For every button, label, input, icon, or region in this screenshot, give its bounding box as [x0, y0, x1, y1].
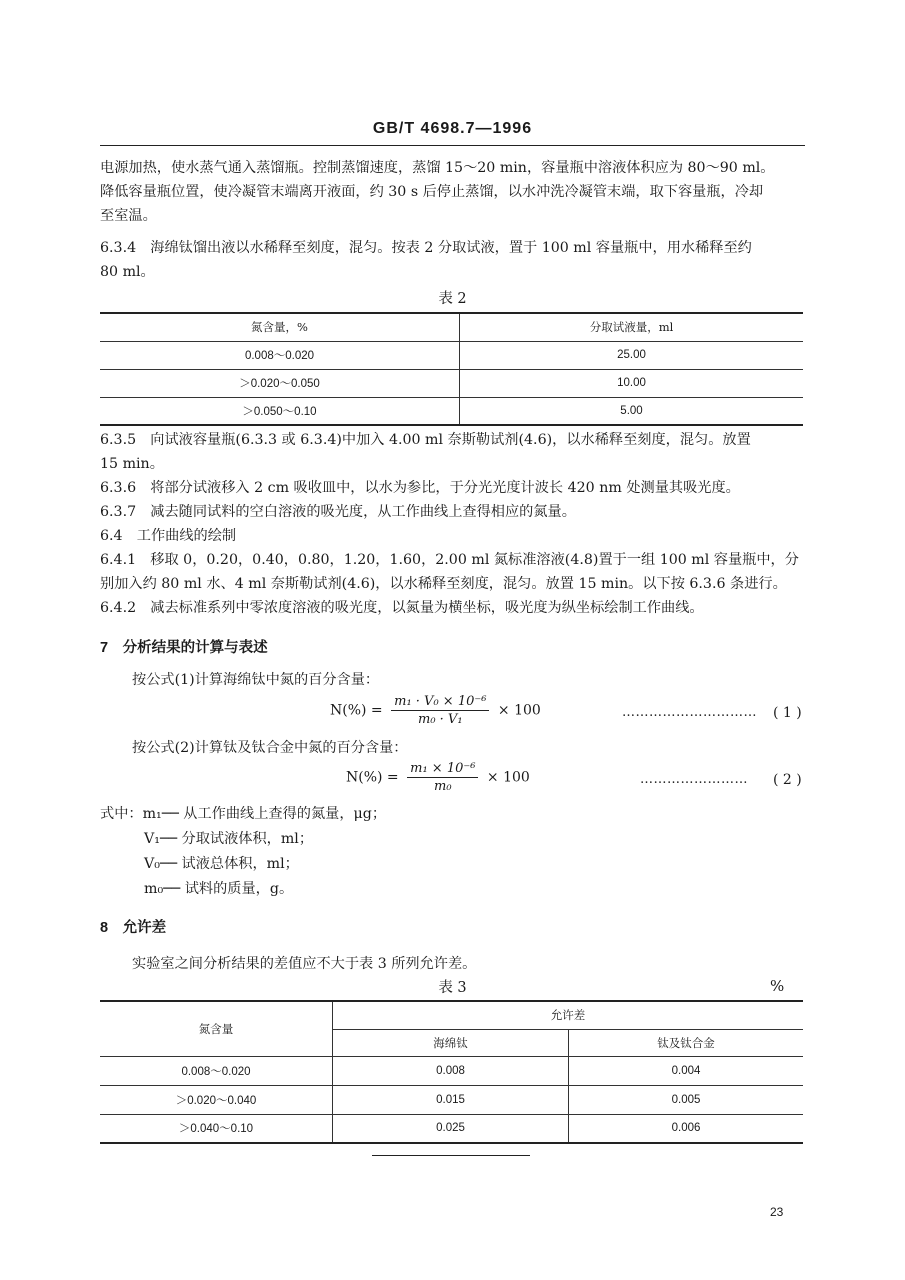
formula-1 [330, 694, 541, 727]
section-8-intro: 实验室之间分析结果的差值应不大于表 3 所列允许差。 [132, 956, 477, 972]
table-header-cell: 氮含量，% [100, 313, 460, 341]
table-cell: 0.005 [569, 1085, 804, 1114]
table-cell: 0.025 [333, 1114, 569, 1143]
variable-definition: V₀── 试液总体积，ml； [144, 856, 299, 872]
table-row [100, 1085, 803, 1114]
formula1-intro: 按公式(1)计算海绵钛中氮的百分含量： [132, 672, 380, 688]
text-line: 至室温。 [100, 208, 157, 224]
end-rule [372, 1155, 530, 1156]
text-line: 6.3.5 向试液容量瓶(6.3.3 或 6.3.4)中加入 4.00 ml 奈斯勒试剂(4.6)，以水稀释至刻度，混匀。放置 [100, 432, 751, 448]
formula-lhs: N(%) = [330, 702, 383, 719]
table-header-cell: 分取试液量，ml [460, 313, 804, 341]
formula-1-number: ( 1 ) [773, 705, 802, 721]
table-row [100, 369, 803, 397]
formula-numerator: m₁ · V₀ × 10⁻⁶ [391, 694, 489, 711]
text-line: 6.3.4 海绵钛馏出液以水稀释至刻度，混匀。按表 2 分取试液，置于 100 ml 容量瓶中，用水稀释至约 [100, 240, 752, 256]
table-header-cell: 氮含量 [100, 1001, 333, 1056]
clause-6-4-1 [100, 548, 799, 596]
clause-6-3-7: 6.3.7 减去随同试料的空白溶液的吸光度，从工作曲线上查得相应的氮量。 [100, 504, 576, 520]
standard-code-header: GB/T 4698.7—1996 [372, 120, 533, 137]
section-7-title: 7 分析结果的计算与表述 [100, 640, 268, 656]
text-line: 80 ml。 [100, 264, 155, 280]
formula-fraction [407, 761, 478, 794]
table-cell: 0.004 [569, 1056, 804, 1085]
section-8-title: 8 允许差 [100, 920, 167, 936]
table-cell: 25.00 [460, 341, 804, 369]
table-cell: 5.00 [460, 397, 804, 425]
formula-1-leader: ………………………… [622, 705, 757, 720]
text-line: 15 min。 [100, 456, 164, 472]
paragraph-distillation [100, 156, 775, 228]
table-2 [100, 312, 803, 426]
variable-definition: V₁── 分取试液体积，ml； [144, 831, 314, 847]
header-rule [100, 145, 805, 146]
table3-unit: % [770, 977, 785, 995]
clause-6-3-6: 6.3.6 将部分试液移入 2 cm 吸收皿中，以水为参比，于分光光度计波长 420 nm 处测量其吸光度。 [100, 480, 740, 496]
text-line: 降低容量瓶位置，使冷凝管末端离开液面，约 30 s 后停止蒸馏，以水冲洗冷凝管末端，取下容量瓶，冷却 [100, 184, 764, 200]
formula-rhs: × 100 [486, 769, 530, 786]
formula-numerator: m₁ × 10⁻⁶ [407, 761, 478, 778]
formula-rhs: × 100 [497, 702, 541, 719]
clause-6-3-5 [100, 428, 751, 476]
table-cell: ＞0.020～0.050 [100, 369, 460, 397]
formula-lhs: N(%) = [346, 769, 399, 786]
formula-2-number: ( 2 ) [773, 772, 802, 788]
table-header-group: 允许差 [333, 1001, 804, 1029]
variable-definition: m₀── 试料的质量，g。 [144, 881, 294, 897]
table-cell: 10.00 [460, 369, 804, 397]
formula2-intro: 按公式(2)计算钛及钛合金中氮的百分含量： [132, 740, 408, 756]
table-cell: 0.015 [333, 1085, 569, 1114]
formula-2 [346, 761, 530, 794]
clause-6-3-4 [100, 236, 752, 284]
table-header-cell: 海绵钛 [333, 1029, 569, 1056]
table-cell: ＞0.040～0.10 [100, 1114, 333, 1143]
table-header-row [100, 313, 803, 341]
table-cell: ＞0.050～0.10 [100, 397, 460, 425]
table2-caption: 表 2 [438, 291, 467, 307]
formula-denominator: m₀ [434, 779, 452, 794]
table-cell: 0.008 [333, 1056, 569, 1085]
table-cell: 0.006 [569, 1114, 804, 1143]
page-number: 23 [770, 1205, 784, 1219]
table-3 [100, 1000, 803, 1144]
table-cell: ＞0.020～0.040 [100, 1085, 333, 1114]
table3-caption: 表 3 [438, 980, 467, 996]
table-cell: 0.008～0.020 [100, 341, 460, 369]
table-cell: 0.008～0.020 [100, 1056, 333, 1085]
clause-6-4-heading: 6.4 工作曲线的绘制 [100, 528, 237, 544]
variable-definition: 式中：m₁── 从工作曲线上查得的氮量，μg； [100, 806, 387, 822]
table-header-row [100, 1001, 803, 1029]
table-header-cell: 钛及钛合金 [569, 1029, 804, 1056]
table-row [100, 397, 803, 425]
text-line: 别加入约 80 ml 水、4 ml 奈斯勒试剂(4.6)，以水稀释至刻度，混匀。放置 15 min。以下按 6.3.6 条进行。 [100, 576, 787, 592]
table-row [100, 1114, 803, 1143]
clause-6-4-2: 6.4.2 减去标准系列中零浓度溶液的吸光度，以氮量为横坐标，吸光度为纵坐标绘制工作曲线。 [100, 600, 704, 616]
formula-denominator: m₀ · V₁ [418, 712, 463, 727]
text-line: 电源加热，使水蒸气通入蒸馏瓶。控制蒸馏速度，蒸馏 15～20 min，容量瓶中溶液体积应为 80～90 ml。 [100, 160, 775, 176]
formula-2-leader: …………………… [640, 772, 748, 787]
table-row [100, 341, 803, 369]
text-line: 6.4.1 移取 0，0.20，0.40，0.80，1.20，1.60，2.00 ml 氮标准溶液(4.8)置于一组 100 ml 容量瓶中，分 [100, 552, 799, 568]
table-row [100, 1056, 803, 1085]
formula-fraction [391, 694, 489, 727]
